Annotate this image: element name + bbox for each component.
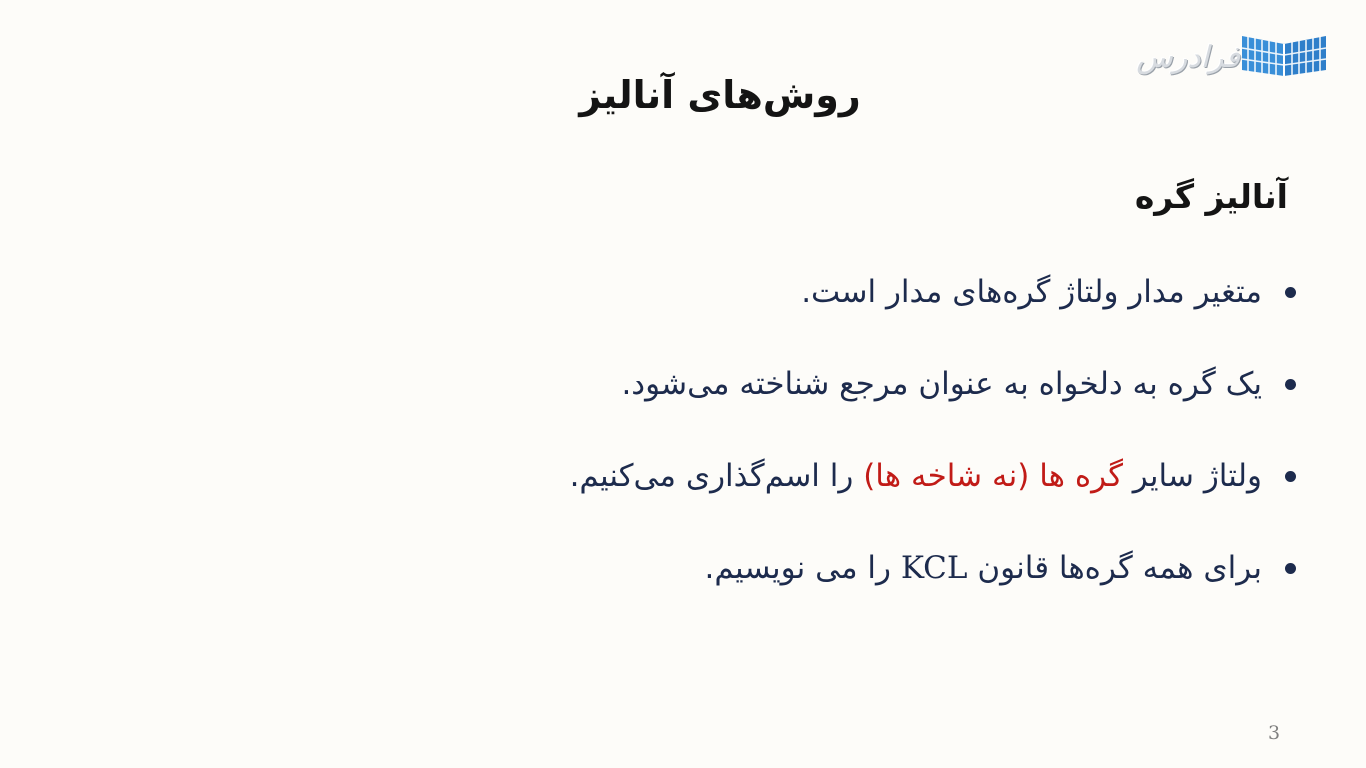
- bullet-icon: [1285, 471, 1296, 482]
- bullet-text-end: را می نویسیم.: [704, 550, 901, 586]
- bullet-icon: [1285, 287, 1296, 298]
- bullet-icon: [1285, 563, 1296, 574]
- highlighted-text: گره ها (نه شاخه ها): [863, 458, 1123, 494]
- logo-text: فرادرس: [1136, 40, 1240, 75]
- bullet-item: [362, 448, 1262, 540]
- bullet-text: متغیر مدار ولتاژ گره‌های مدار است.: [801, 274, 1262, 310]
- bullet-list: [362, 264, 1262, 632]
- faradars-logo: [1136, 34, 1332, 84]
- slide-title: روش‌های آنالیز: [579, 73, 861, 117]
- bullet-text-end: را اسم‌گذاری می‌کنیم.: [569, 458, 864, 494]
- page-number: 3: [1268, 722, 1281, 744]
- open-book-icon: [1238, 34, 1330, 78]
- bullet-item: [362, 264, 1262, 356]
- bullet-text-start: ولتاژ سایر: [1122, 458, 1262, 494]
- kcl-term: KCL: [900, 550, 968, 586]
- bullet-item: [362, 356, 1262, 448]
- bullet-item: [362, 540, 1262, 632]
- bullet-text: یک گره به دلخواه به عنوان مرجع شناخته می‌شود.: [621, 366, 1262, 402]
- bullet-text-start: برای همه گره‌ها قانون: [967, 550, 1262, 586]
- bullet-icon: [1285, 379, 1296, 390]
- section-heading: آنالیز گره: [1134, 177, 1288, 216]
